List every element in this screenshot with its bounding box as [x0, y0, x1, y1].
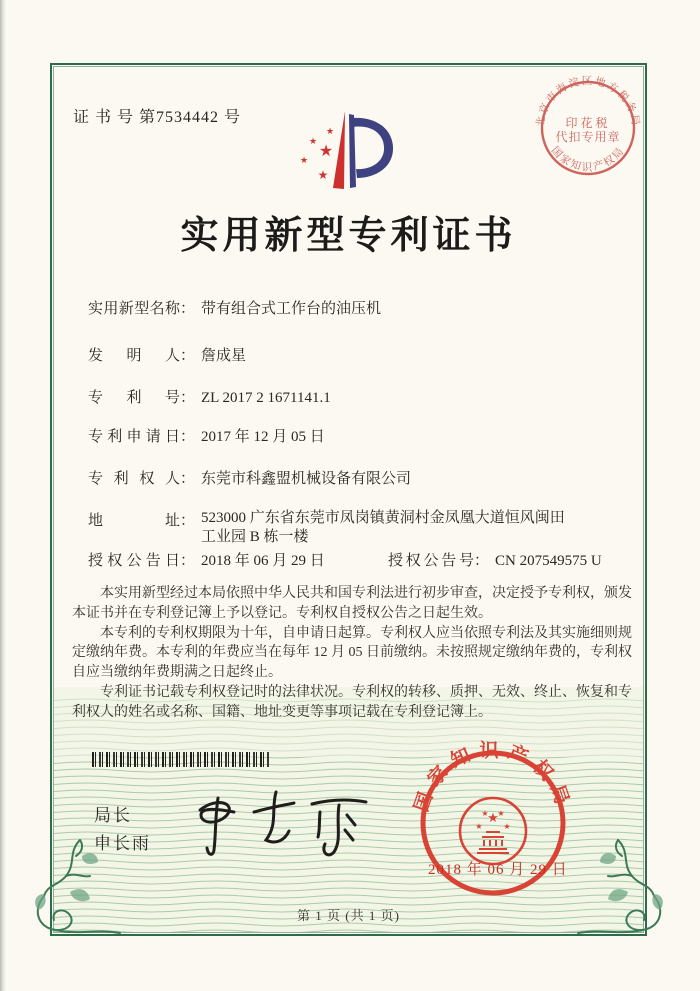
star-icon: ★: [497, 809, 505, 818]
field-value: 詹成星: [201, 348, 247, 364]
certificate-title: 实用新型专利证书: [180, 215, 517, 257]
handwritten-signature: [188, 782, 398, 866]
national-emblem: [460, 798, 526, 864]
field-label: 实用新型名称: [88, 301, 180, 317]
field-utility-model-name: 实用新型名称： 带有组合式工作台的油压机: [88, 297, 381, 318]
seal-arc-text: 国家知识产权局: [411, 740, 575, 815]
stamp-line1: 印花税: [565, 116, 611, 130]
field-value: ZL 2017 2 1671141.1: [201, 390, 331, 406]
cnipa-logo: [297, 108, 403, 198]
seal-date: 2018 年 06 月 29 日: [428, 862, 568, 878]
paragraph-term-fees: 本专利的专利权期限为十年，自申请日起算。专利权人应当依照专利法及其实施细则规定缴纳年费。本专利的年费应当在每年 12 月 05 日前缴纳。未按照规定缴纳年费的，专利权自应当缴纳年费期满之日起终止。: [72, 625, 632, 681]
field-value: CN 207549575 U: [495, 553, 602, 569]
field-value: 2018 年 06 月 29 日: [201, 553, 325, 569]
barcode: [92, 752, 269, 767]
field-grant-number: 授权公告号： CN 207549575 U: [388, 549, 602, 570]
signer-name: 申长雨: [94, 834, 151, 853]
field-label: 专利申请日: [88, 429, 180, 445]
star-icon: ★: [481, 809, 489, 818]
field-inventor: 发明人： 詹成星: [88, 344, 246, 365]
svg-text:国家知识产权局: [410, 738, 575, 814]
scan-edge-shadow: [0, 0, 6, 991]
stamp-arc-top-text: 北京市海淀区地方税务局: [535, 76, 641, 128]
field-patentee: 专利权人： 东莞市科鑫盟机械设备有限公司: [88, 467, 411, 488]
field-label: 授权公告日: [88, 553, 180, 569]
stamp-arc-bottom-text: 国家知识产权局: [548, 145, 628, 174]
field-value: 东莞市科鑫盟机械设备有限公司: [201, 471, 412, 487]
star-icon: ★: [318, 141, 334, 160]
field-grant-date: 授权公告日： 2018 年 06 月 29 日 授权公告号： CN 207549575 U: [88, 549, 325, 570]
field-label: 发明人: [88, 348, 180, 364]
cnipa-official-seal: [408, 738, 578, 908]
logo-red-wedge: [333, 111, 345, 189]
star-icon: ★: [487, 811, 499, 826]
star-icon: ★: [299, 156, 309, 166]
field-patent-number: 专利号： ZL 2017 2 1671141.1: [88, 386, 331, 407]
stamp-line2: 代扣专用章: [555, 130, 621, 144]
field-value: 带有组合式工作台的油压机: [201, 301, 382, 317]
tiananmen-gate: [477, 832, 509, 853]
field-address: 地址： 523000 广东省东莞市凤岗镇黄洞村金凤凰大道恒风闽田 工业园 B 栋一楼: [88, 510, 565, 545]
field-label: 授权公告号: [388, 553, 474, 569]
field-value: 523000 广东省东莞市凤岗镇黄洞村金凤凰大道恒风闽田: [201, 510, 565, 526]
paragraph-grant: 本实用新型经过本局依照中华人民共和国专利法进行初步审查，决定授予专利权，颁发本证书并在专利登记簿上予以登记。专利权自授权公告之日起生效。: [72, 586, 632, 621]
signer-title: 局长: [94, 806, 132, 825]
logo-p-bowl: [352, 118, 393, 178]
field-value: 2017 年 12 月 05 日: [201, 429, 325, 445]
star-icon: ★: [317, 168, 329, 182]
certificate-number: 证 书 号 第7534442 号: [73, 109, 242, 126]
field-label: 专利权人: [88, 471, 180, 487]
field-value-line2: 工业园 B 栋一楼: [201, 529, 309, 545]
field-label: 地址: [88, 513, 180, 529]
paragraph-register: 专利证书记载专利权登记时的法律状况。专利权的转移、质押、无效、终止、恢复和专利权人的姓名或名称、国籍、地址变更等事项记载在专利登记簿上。: [72, 684, 632, 720]
legal-text: [72, 584, 632, 723]
stamp-tax-seal: [527, 67, 649, 189]
field-filing-date: 专利申请日： 2017 年 12 月 05 日: [88, 425, 325, 446]
star-icon: ★: [308, 137, 318, 147]
svg-text:国家知识产权局: [549, 144, 628, 173]
star-icon: ★: [325, 127, 335, 137]
star-icon: ★: [475, 822, 483, 831]
field-label: 专利号: [88, 390, 180, 406]
page-footer: 第 1 页 (共 1 页): [297, 908, 400, 923]
star-icon: ★: [503, 822, 511, 831]
